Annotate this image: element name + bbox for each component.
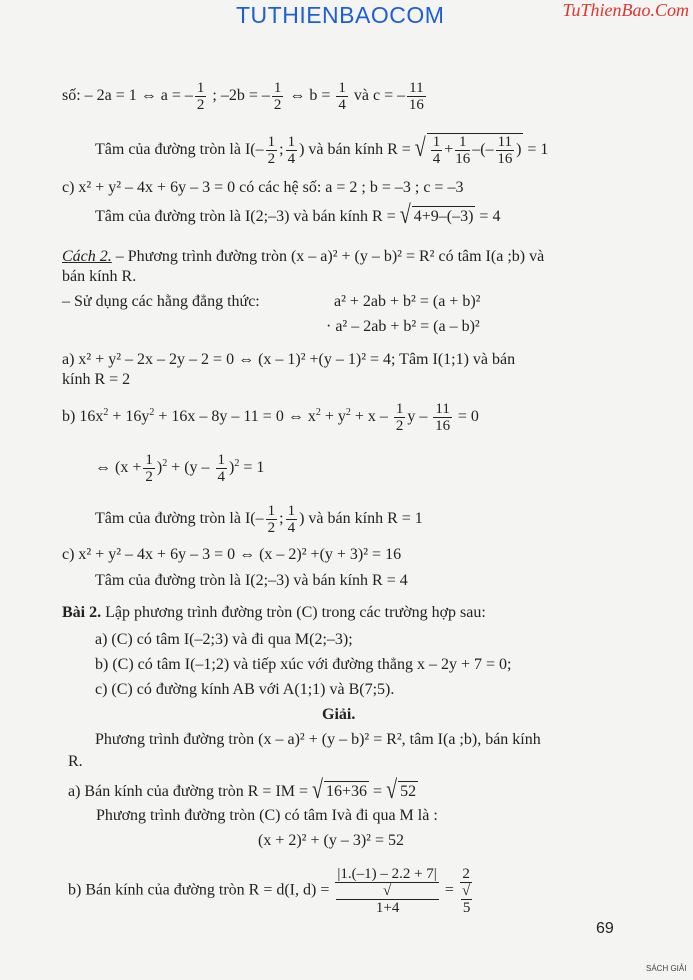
text-line: kính R = 2: [62, 371, 131, 388]
text-line: c) x² + y² – 4x + 6y – 3 = 0 ⇔ (x – 2)² +(y + 3)² = 16: [62, 546, 402, 563]
equation: (x + 2)² + (y – 3)² = 52: [258, 832, 404, 849]
text-line: a) (C) có tâm I(–2;3) và đi qua M(2;–3);: [95, 631, 353, 648]
text-line: – Sử dụng các hằng đẳng thức:: [62, 293, 260, 310]
text-line: Tâm của đường tròn là I(– $\frac{1}{2}$ ; $\frac{1}{4}$ ) và bán kính R = 1: [95, 503, 423, 536]
text-line: Tâm của đường tròn là I(2;–3) và bán kính R = 4: [95, 572, 408, 589]
identity-2: · a² – 2ab + b² = (a – b)²: [326, 318, 480, 335]
text-line: a) Bán kính của đường tròn R = IM = √ 16+36 = √ 52: [68, 775, 417, 805]
text-line: ⇔ (x + $\frac{1}{2}$ )$^2$ + (y – $\frac{1}{4}$ )$^2$ = 1: [95, 452, 265, 485]
text-line: a) x² + y² – 2x – 2y – 2 = 0 ⇔ (x – 1)² +(y – 1)² = 4; Tâm I(1;1) và bán: [62, 351, 516, 368]
identity-1: a² + 2ab + b² = (a + b)²: [334, 293, 481, 310]
text-line: Tâm của đường tròn là I(– $\frac{1}{2}$ ; $\frac{1}{4}$ ) và bán kính R = √ $\frac{1}{4}$ + $\frac{1}{16}$ –(– $\frac{11}{16}$ ) = 1: [95, 133, 549, 167]
text-line: c) (C) có đường kính AB với A(1;1) và B(7;5).: [95, 681, 395, 698]
text-line: b) $16x^2 + 16y^2 + 16x - 8y - 11 = 0$ ⇔ $x^2 + y^2 + x$ – $\frac{1}{2}$ y – $\frac{11}{16}$ = 0: [62, 401, 479, 434]
solution-heading: Giải.: [322, 706, 356, 723]
exercise-title: Bài 2. Lập phương trình đường tròn (C) trong các trường hợp sau:: [62, 604, 486, 621]
text-line: b) (C) có tâm I(–1;2) và tiếp xúc với đường thẳng x – 2y + 7 = 0;: [95, 656, 512, 673]
site-header: TUTHIENBAOCOM: [236, 2, 445, 28]
text-line: c) x² + y² – 4x + 6y – 3 = 0 có các hệ số: a = 2 ; b = –3 ; c = –3: [62, 179, 464, 196]
watermark-logo: TuThienBao.Com: [562, 0, 689, 20]
text-line: Cách 2. – Phương trình đường tròn (x – a)² + (y – b)² = R² có tâm I(a ;b) và: [62, 248, 545, 265]
text-line: R.: [68, 753, 83, 770]
text-line: b) Bán kính của đường tròn R = d(I, d) = |1.(–1) – 2.2 + 7| √ 1+4 = 2 √ 5: [68, 866, 471, 916]
footer-logo: SÁCH GIẢI: [646, 964, 687, 973]
text-line: Phương trình đường tròn (x – a)² + (y – b)² = R², tâm I(a ;b), bán kính: [95, 731, 541, 748]
text-line: Phương trình đường tròn (C) có tâm Ivà đi qua M là :: [96, 807, 438, 824]
text-line: số: – 2a = 1 ⇔ a = – $\frac{1}{2}$ ; –2b = – $\frac{1}{2}$ ⇔ b = $\frac{1}{4}$ và c = – $\frac{11}{16}$: [62, 80, 424, 113]
text-line: bán kính R.: [62, 268, 137, 285]
page-number: 69: [596, 920, 614, 937]
text-line: Tâm của đường tròn là I(2;–3) và bán kính R = √ 4+9–(–3) = 4: [95, 200, 501, 230]
